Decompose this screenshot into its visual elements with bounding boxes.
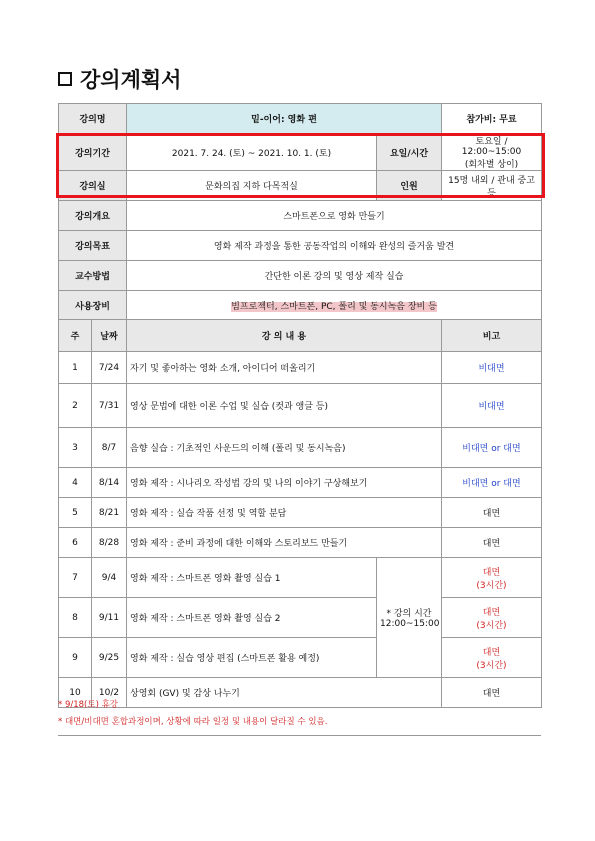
date-cell: 9/4	[92, 558, 127, 598]
table-row	[59, 498, 542, 528]
equipment	[127, 291, 542, 321]
method-label: 교수방법	[59, 261, 127, 291]
note-line1: 대면	[482, 567, 501, 578]
week-cell: 5	[59, 498, 92, 528]
info-table	[58, 103, 542, 321]
note-cell: 비대면 or 대면	[442, 468, 542, 498]
period-label: 강의기간	[59, 134, 127, 171]
note-cell: 비대면	[442, 384, 542, 428]
page-title-text: 강의계획서	[80, 68, 182, 92]
info-row-overview	[59, 201, 542, 231]
content-cell: 영화 제작 : 스마트폰 영화 촬영 실습 2	[127, 598, 377, 638]
week-cell: 8	[59, 598, 92, 638]
goal: 영화 제작 과정을 통한 공동작업의 이해와 완성의 즐거움 발견	[127, 231, 542, 261]
note-cell: 대면	[442, 498, 542, 528]
overview: 스마트폰으로 영화 만들기	[127, 201, 542, 231]
date-cell: 8/14	[92, 468, 127, 498]
equipment-text: 빔프로젝터, 스마트폰, PC, 폴리 및 동시녹음 장비 등	[231, 302, 437, 312]
info-row-room	[59, 171, 542, 201]
note-line2: (3시간)	[476, 620, 507, 631]
content-cell: 영화 제작 : 실습 작품 선정 및 역할 분담	[127, 498, 442, 528]
note-line1: 대면	[482, 607, 501, 618]
note-line2: (3시간)	[476, 580, 507, 591]
week-cell: 3	[59, 428, 92, 468]
info-row-name	[59, 104, 542, 134]
week-cell: 1	[59, 352, 92, 384]
note-cell	[442, 558, 542, 598]
content-header: 강 의 내 용	[127, 320, 442, 352]
capacity: 15명 내외 / 관내 중고등	[442, 171, 542, 201]
week-cell: 2	[59, 384, 92, 428]
date-cell: 8/21	[92, 498, 127, 528]
content-cell: 영상 문법에 대한 이론 수업 및 실습 (컷과 앵글 등)	[127, 384, 442, 428]
week-cell: 7	[59, 558, 92, 598]
method: 간단한 이론 강의 및 영상 제작 실습	[127, 261, 542, 291]
note-cell: 비대면	[442, 352, 542, 384]
table-row	[59, 352, 542, 384]
schedule-header-row	[59, 320, 542, 352]
info-row-equipment	[59, 291, 542, 321]
goal-label: 강의목표	[59, 231, 127, 261]
table-row	[59, 638, 542, 678]
table-row	[59, 428, 542, 468]
date-cell: 10/2	[92, 678, 127, 708]
table-row	[59, 384, 542, 428]
table-row	[59, 598, 542, 638]
schedule-table	[58, 319, 542, 708]
day-time-line2: (회차별 상이)	[464, 160, 519, 170]
course-name-label: 강의명	[59, 104, 127, 134]
info-row-period	[59, 134, 542, 171]
table-row	[59, 468, 542, 498]
week-cell: 10	[59, 678, 92, 708]
date-cell: 9/25	[92, 638, 127, 678]
note-cell	[442, 638, 542, 678]
note-cell: 대면	[442, 528, 542, 558]
day-time	[442, 134, 542, 171]
week-cell: 6	[59, 528, 92, 558]
table-row	[59, 558, 542, 598]
date-cell: 8/7	[92, 428, 127, 468]
content-cell: 영화 제작 : 실습 영상 편집 (스마트폰 활용 예정)	[127, 638, 377, 678]
info-row-method	[59, 261, 542, 291]
page-title	[58, 64, 181, 94]
note-line1: 대면	[482, 647, 501, 658]
date-header: 날짜	[92, 320, 127, 352]
footnote: * 대면/비대면 혼합과정이며, 상황에 따라 일정 및 내용이 달라질 수 있음.	[58, 717, 328, 727]
time-note-line1: * 강의 시간	[386, 609, 432, 619]
note-cell	[442, 598, 542, 638]
date-cell: 9/11	[92, 598, 127, 638]
checkbox-square-icon	[58, 72, 72, 86]
equipment-label: 사용장비	[59, 291, 127, 321]
note-cell: 대면	[442, 678, 542, 708]
capacity-label: 인원	[377, 171, 442, 201]
footnotes	[58, 697, 327, 731]
week-cell: 4	[59, 468, 92, 498]
content-cell: 자기 및 좋아하는 영화 소개, 아이디어 떠올리기	[127, 352, 442, 384]
content-cell: 영화 제작 : 스마트폰 영화 촬영 실습 1	[127, 558, 377, 598]
time-note-line2: 12:00~15:00	[380, 619, 440, 629]
table-row	[59, 528, 542, 558]
period: 2021. 7. 24. (토) ~ 2021. 10. 1. (토)	[127, 134, 377, 171]
time-note-cell	[377, 558, 442, 678]
day-time-label: 요일/시간	[377, 134, 442, 171]
week-header: 주	[59, 320, 92, 352]
date-cell: 7/31	[92, 384, 127, 428]
day-time-line1: 토요일 / 12:00~15:00	[461, 137, 522, 157]
week-cell: 9	[59, 638, 92, 678]
date-cell: 7/24	[92, 352, 127, 384]
note-cell: 비대면 or 대면	[442, 428, 542, 468]
info-row-goal	[59, 231, 542, 261]
footnote: * 9/18(토) 휴강	[58, 700, 119, 710]
fee: 참가비: 무료	[442, 104, 542, 134]
content-cell: 상영회 (GV) 및 감상 나누기	[127, 678, 442, 708]
bottom-rule	[58, 735, 541, 736]
content-cell: 영화 제작 : 준비 과정에 대한 이해와 스토리보드 만들기	[127, 528, 442, 558]
content-cell: 영화 제작 : 시나리오 작성법 강의 및 나의 이야기 구상해보기	[127, 468, 442, 498]
note-header: 비고	[442, 320, 542, 352]
date-cell: 8/28	[92, 528, 127, 558]
room-label: 강의실	[59, 171, 127, 201]
note-line2: (3시간)	[476, 660, 507, 671]
content-cell: 음향 실습 : 기초적인 사운드의 이해 (폴리 및 동시녹음)	[127, 428, 442, 468]
overview-label: 강의개요	[59, 201, 127, 231]
course-name: 밑-이어: 영화 편	[127, 104, 442, 134]
room: 문화의집 지하 다목적실	[127, 171, 377, 201]
